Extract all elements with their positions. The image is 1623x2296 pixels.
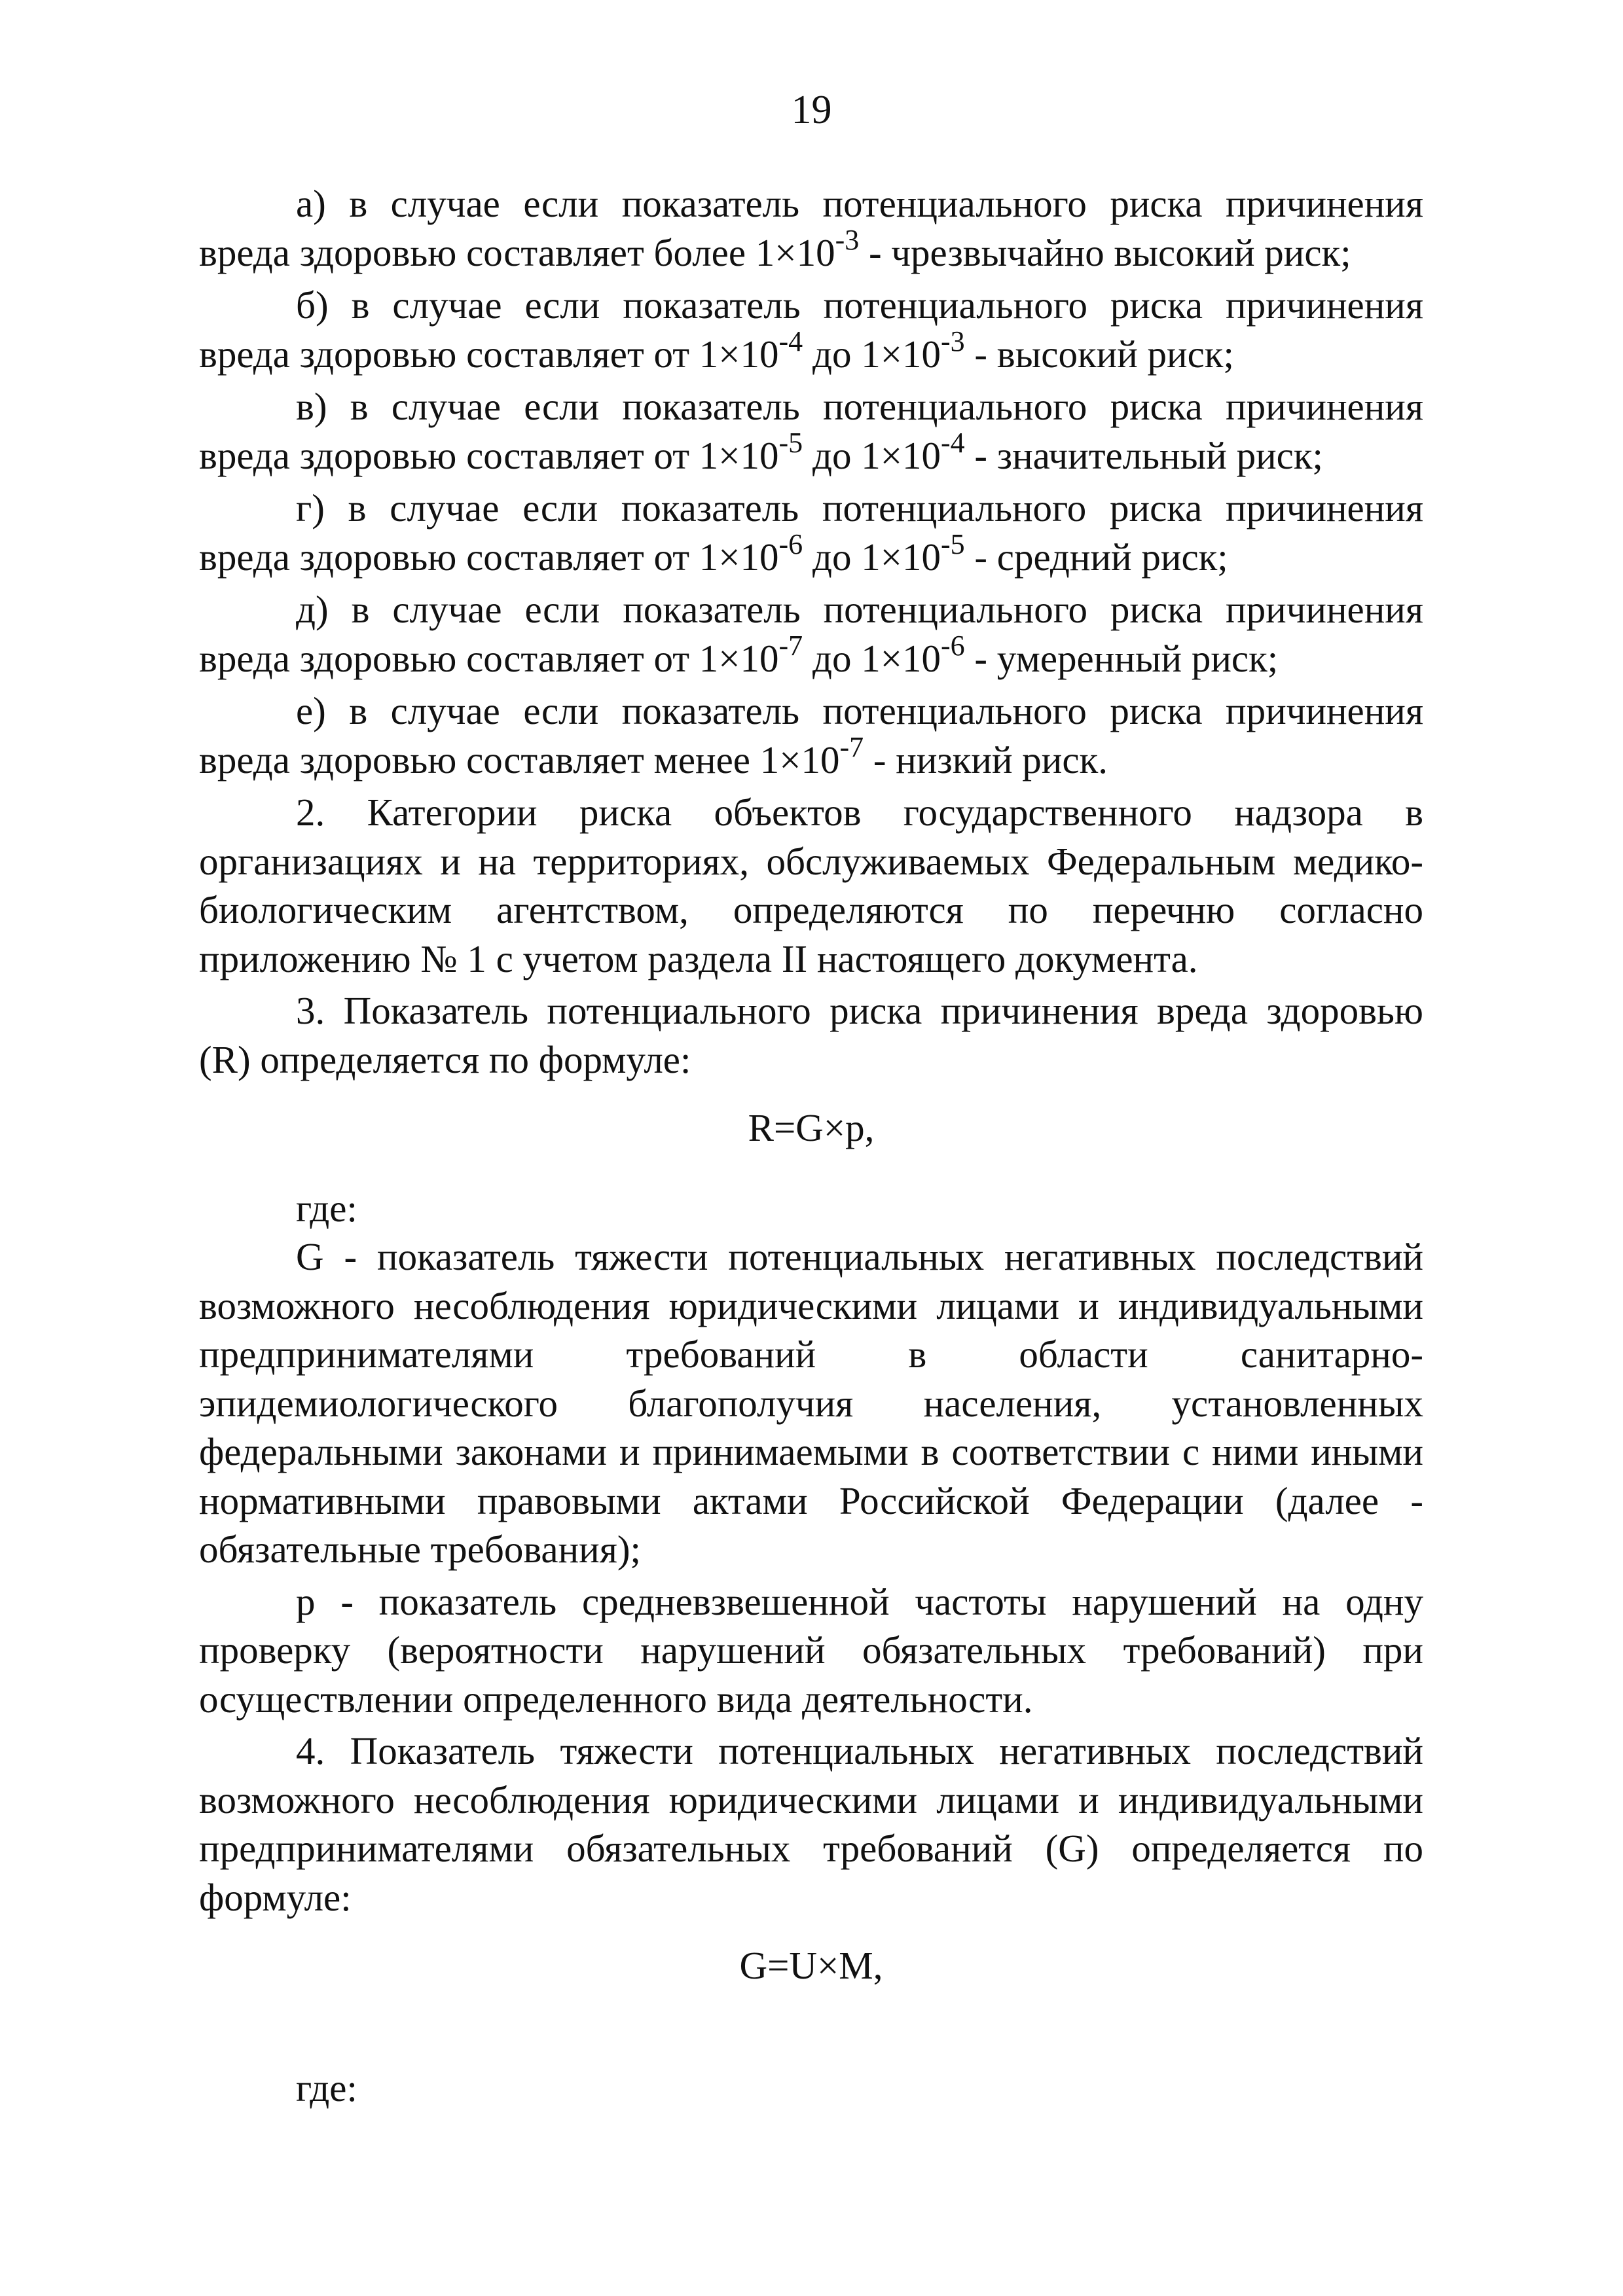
formula-g: G=U×M,	[739, 1944, 883, 1987]
risk-item-b-mid: до 1×10	[803, 332, 941, 376]
risk-item-b-exponent-to: -3	[940, 325, 965, 357]
risk-item-b	[199, 281, 1423, 378]
risk-item-g-text: г) в случае если показатель потенциального риска причинения вреда здоровью составляет от 1×10	[199, 486, 1423, 579]
risk-item-v-mid: до 1×10	[803, 433, 941, 477]
risk-item-v-exponent-from: -5	[778, 426, 803, 459]
risk-item-d-exponent-to: -6	[940, 629, 965, 662]
formula-r: R=G×p,	[748, 1106, 875, 1149]
risk-item-g	[199, 484, 1423, 581]
risk-item-d-text: д) в случае если показатель потенциального риска причинения вреда здоровью составляет от 1×10	[199, 588, 1423, 680]
risk-item-v-level: - значительный риск;	[964, 433, 1323, 477]
risk-item-a-level: - чрезвычайно высокий риск;	[859, 230, 1351, 274]
where-label-1: где:	[296, 1186, 357, 1230]
risk-item-e-text: е) в случае если показатель потенциального риска причинения вреда здоровью составляет менее 1×10	[199, 689, 1423, 781]
page-number: 19	[791, 88, 832, 132]
paragraph-2-risk-categories: 2. Категории риска объектов государственного надзора в организациях и на территориях, обслуживаемых Федеральным медико-биологическим агентством, определяются по перечню согласно приложению № 1 с учетом раздела II настоящего документа.	[199, 791, 1423, 980]
document-body	[199, 179, 1423, 2112]
risk-item-e-exponent: -7	[839, 730, 864, 763]
risk-item-e-level: - низкий риск.	[864, 738, 1108, 781]
paragraph-3-risk-indicator: 3. Показатель потенциального риска причинения вреда здоровью (R) определяется по формуле:	[199, 989, 1423, 1081]
where-label-2: где:	[296, 2066, 357, 2109]
risk-item-a-exponent: -3	[835, 223, 860, 256]
definition-g: G - показатель тяжести потенциальных негативных последствий возможного несоблюдения юридическими лицами и индивидуальными предпринимателями требований в области санитарно-эпидемиологического благополучия населения, установленных федеральными законами и принимаемыми в соответствии с ними иными нормативными правовыми актами Российской Федерации (далее - обязательные требования);	[199, 1235, 1423, 1571]
risk-item-g-exponent-from: -6	[778, 528, 803, 560]
risk-item-g-mid: до 1×10	[803, 535, 941, 579]
risk-item-b-text: б) в случае если показатель потенциального риска причинения вреда здоровью составляет от 1×10	[199, 283, 1423, 376]
risk-item-b-exponent-from: -4	[778, 325, 803, 357]
risk-item-a	[199, 179, 1423, 277]
risk-item-d	[199, 585, 1423, 683]
risk-item-b-level: - высокий риск;	[964, 332, 1234, 376]
risk-item-g-exponent-to: -5	[940, 528, 965, 560]
risk-item-v	[199, 382, 1423, 480]
definition-p: p - показатель средневзвешенной частоты нарушений на одну проверку (вероятности нарушений обязательных требований) при осуществлении определенного вида деятельности.	[199, 1579, 1423, 1721]
risk-item-d-mid: до 1×10	[803, 636, 941, 680]
risk-item-d-level: - умеренный риск;	[964, 636, 1279, 680]
risk-item-d-exponent-from: -7	[778, 629, 803, 662]
risk-item-e	[199, 687, 1423, 784]
risk-item-g-level: - средний риск;	[964, 535, 1228, 579]
paragraph-4-severity-indicator: 4. Показатель тяжести потенциальных негативных последствий возможного несоблюдения юридическими лицами и индивидуальными предпринимателями обязательных требований (G) определяется по формуле:	[199, 1729, 1423, 1919]
risk-item-a-text: а) в случае если показатель потенциального риска причинения вреда здоровью составляет более 1×10	[199, 182, 1423, 274]
risk-item-v-exponent-to: -4	[940, 426, 965, 459]
risk-item-v-text: в) в случае если показатель потенциального риска причинения вреда здоровью составляет от 1×10	[199, 385, 1423, 477]
